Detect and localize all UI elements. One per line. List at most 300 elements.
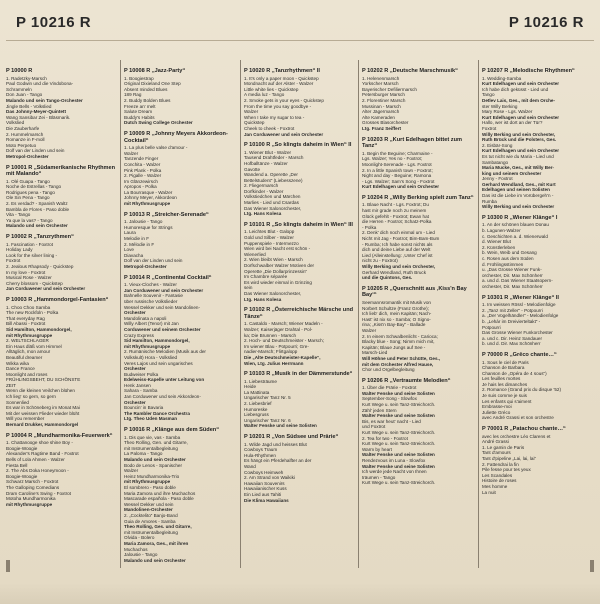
track-line: b. Wein, Weib und Gesang	[482, 250, 537, 256]
track-line: Bahnelle Souvenir - Fantasie	[124, 293, 183, 299]
track-line: Will Höhne und Peter Schütte, Ges.,	[362, 355, 441, 361]
track-line: Moonlight and roses	[6, 371, 48, 377]
track-line: 2. In einem Schwalbenlicht - Carioca;	[362, 333, 438, 339]
track-line: La Bourrasque - Walzer	[124, 189, 173, 195]
track-line: Orchester	[124, 310, 146, 316]
track-line: Rendezvous im Luna - Slowfox	[362, 458, 426, 463]
track-line: Kurt Edelhagen und sein Orchester	[482, 114, 560, 120]
track-line: dich und deine Liebe auf der Welt	[362, 247, 431, 253]
track-line: 2. Liebesbrief	[244, 401, 272, 407]
track-line: rina; „Kiss'n Bay-Bay“ - Ballade	[362, 322, 426, 328]
track-line: Kurt Wege u. sein Tanz-Streichorch.	[362, 480, 436, 486]
track-line: Mary Rose - Lgs. Walzer	[482, 109, 533, 115]
record-title: P 10205 R „Querschnitt aus ‚Kiss'n Bay Bay‘“	[362, 285, 467, 299]
track-line: Veres Lajos und sein ungarisches	[124, 360, 193, 366]
track-line: A media luz - Tango	[244, 92, 285, 98]
track-line: The Galloping Comedians	[6, 484, 60, 490]
record-title: P 10020 R „Tanzrhythmen“ II	[244, 68, 320, 74]
record-title: P 10014 R „Continental Cocktail“	[124, 274, 212, 281]
track-line: 1. Über die Prärie - Foxtrot	[362, 385, 417, 391]
track-line: El sombrero - Paso doble	[124, 484, 176, 490]
track-line: Walzer	[124, 468, 139, 474]
track-line: Ltg. Hans Kolesa	[244, 296, 282, 302]
track-line: mit Rhythmusgruppe	[6, 332, 53, 338]
record-title: P 10101 R „So klingts daheim in Wien“ III	[244, 221, 353, 228]
track-line: Wang Sansibar Zei - Bläsmarik.	[6, 114, 71, 120]
track-line: Blacky blue - Song; Nimm mich mit,	[362, 339, 435, 345]
track-line: 2. Mélodie in F	[124, 241, 155, 247]
track-line: Je suis comme je suis	[482, 393, 527, 399]
track-line: Gavotte	[244, 166, 261, 172]
track-line: Das Wiener Salonorchester,	[244, 290, 302, 296]
track-line: Walzer	[124, 150, 139, 156]
track-line: Malando und sein Tango-Orchester	[6, 97, 83, 103]
record-title: P 70001 R „Patachou chante…“	[482, 426, 566, 433]
track-line: nadier-Marsch; Flirtgalopp	[244, 349, 298, 355]
track-line: Les Scandales	[482, 472, 513, 478]
header-rule	[6, 40, 594, 41]
track-line: 2. Hoch- und Deutschmeister - Marsch;	[244, 338, 324, 344]
track-line: 1. Le gamin de Paris	[482, 444, 525, 450]
track-line: Mascarade española - Paso doble	[124, 496, 194, 502]
track-line: Malando und sein Orchester	[6, 223, 68, 229]
track-line: 1. Chattanooge shoe shine Boy -	[6, 440, 73, 446]
track-line: Love	[124, 247, 134, 253]
track-line: Kapitän; Blaue Jungs auf See -	[362, 344, 426, 350]
track-line: Cowboys Traum	[244, 447, 278, 453]
track-line: Noche de Estrellas - Tango	[6, 184, 62, 190]
track-line: c. Geschichten a. d. Wienerwald	[482, 233, 548, 239]
track-line: Im Glänzewirsch	[124, 178, 158, 184]
track-line: 1. Begin the Beguine; Charmaine -	[362, 150, 433, 156]
track-line: avec André Grassi et son orchestre	[482, 415, 554, 421]
track-line: Melodie in F	[124, 236, 150, 242]
track-line: Corduwener und seinem Orchester	[124, 326, 201, 332]
track-line: und die Quintons, Ges.	[362, 275, 413, 281]
track-line: Malando und sein Orchester	[124, 457, 186, 462]
track-line: Ltg. Theo Uden Masman	[124, 416, 178, 422]
track-line: André Grassi	[482, 439, 509, 445]
record-entry	[244, 68, 358, 137]
track-line: Alter Jägermarsch	[362, 109, 400, 115]
record-title: P 10206 R „Vertraumte Melodien“	[362, 377, 451, 384]
track-line: Sambatango	[482, 159, 509, 165]
track-line: Das ist die Liebe im Vorübergeh'n -	[482, 193, 554, 199]
track-line: 2. „Tanz mit Zeller“ - Potpourri	[482, 307, 543, 313]
track-line: Theo Rolling, Gen. und Gitarre,	[124, 440, 188, 446]
track-line: Little white lies - Quickstep	[244, 86, 299, 92]
track-line: Potpourri	[482, 324, 501, 330]
track-line: Es wird wieder einmal in Grinzing	[244, 279, 312, 285]
record-entry	[482, 68, 596, 210]
track-line: Hawaiian Souvenirs	[244, 480, 285, 486]
track-line: 1. Dis que vie, vas - Samba	[124, 434, 181, 440]
track-line: Ruth Brück und die Polsters, Ges.	[482, 137, 557, 143]
track-line: Es hängt ein Pferdehalfter an der	[244, 458, 312, 464]
track-line: über russische Volkslieder	[124, 298, 178, 304]
track-line: That everyday Rag	[6, 315, 45, 321]
track-line: a. und d. Das Wiener Staatsopern-	[482, 278, 553, 284]
track-line: Dorfschwalber Walzer Motiven der	[244, 263, 315, 268]
track-line: The new Rockfoln - Polka	[6, 310, 59, 316]
track-line: Ungarischer Tanz Nr. 5	[244, 395, 291, 401]
track-line: Vita - Tango	[6, 212, 31, 218]
track-line: Ein Lied aus Tahiti	[244, 491, 282, 497]
track-line: b. „Lehár im Dreivierteltakt“ -	[482, 318, 541, 324]
track-line: Edelweiss-Kapelle unter Leitung von	[124, 377, 205, 383]
track-line: mit Instrumentalbegleitung	[124, 445, 178, 451]
track-line: 2. Tea for two - Foxtrot	[362, 435, 408, 441]
record-title: P 10103 R „Musik in der Dämmerstunde“	[244, 371, 353, 378]
track-line: die Herren - Foxtrot; Schatz-Polka	[362, 219, 432, 225]
track-line: Wand	[244, 464, 256, 469]
track-line: 1. Leichtes Blut - Galopp	[244, 229, 295, 235]
track-line: Wienerlied	[244, 251, 266, 257]
track-line: 1. Boogiestrap	[124, 75, 154, 81]
track-line: Kurt Edelhagen und sein Orchester	[362, 184, 440, 190]
track-line: Kurt Wege u. sein Tanz-Streichorch.	[362, 430, 436, 436]
track-line: 1. Wiener Blut - Walzer	[244, 149, 292, 155]
track-line: Mes homme	[482, 483, 508, 489]
track-line: Hawaiianischer Kuss	[244, 486, 287, 492]
track-line: Edelhagen und seinen Solisten	[482, 187, 550, 193]
track-line: träumen - Tango	[362, 474, 396, 480]
track-line: 1. Wilde Jagd und heisses Blut	[244, 441, 307, 447]
track-line: Cheek to cheek - Foxtrot	[244, 125, 295, 131]
track-line: Humoresque for Strings	[124, 224, 173, 230]
track-line: 1. An der schönen blauen Donau	[482, 222, 549, 228]
track-line: Detlev Lais, Ges., mit dem Orche-	[482, 97, 556, 103]
track-line: Willy Berking und sein Orchester	[482, 204, 555, 210]
track-line: 2. Pigalle - Walzer	[124, 173, 162, 179]
track-line: king und seinem Orchester	[482, 170, 542, 176]
record-title: P 70000 R „Grêco chante…“	[482, 351, 557, 358]
track-line: 2. In a little Spanish town - Foxtrot;	[362, 167, 433, 173]
track-line: Ich werde jede Nacht von Ihnen	[362, 469, 427, 475]
track-line: Don Juan - Tango	[6, 92, 43, 98]
track-line: Jingle Bells - Volkslied	[6, 103, 52, 109]
track-line: Operette „Die Dollarprinzessin“	[244, 268, 308, 274]
track-line: mit Rhythmusgruppe	[124, 479, 171, 485]
record-entry	[362, 378, 476, 486]
track-line: 1. Castaldo - Marsch; Wiener Madeln -	[244, 321, 323, 327]
track-line: Juliette Gréco	[482, 409, 511, 415]
track-line: 2. Rumänische Melodien (Musik aus der	[124, 349, 206, 355]
track-line: September-Song - Slowfox	[362, 396, 417, 402]
record-title: P 10000 R	[6, 68, 33, 74]
track-line: Holiday Lady	[6, 247, 33, 253]
track-line: 2. Am Strand von Waikiki	[244, 475, 295, 481]
track-line: Fiesta Bell	[6, 462, 28, 468]
track-line: Look for the silver lining -	[6, 252, 58, 258]
track-line: Nicht mit Jag - Foxtrot; Bim-Bam-Bum	[362, 236, 440, 242]
track-line: - Rumba; Ich habe sonst nichts als	[362, 241, 433, 247]
track-line: - Lgs. Walzer; Sam's Song - Foxtrot	[362, 178, 435, 184]
track-line: Seemannsromantik mit Musik von	[362, 299, 431, 305]
track-line: Heide	[244, 384, 257, 390]
track-line: Salute Dream	[124, 109, 153, 115]
track-column	[124, 68, 238, 568]
record-entry	[482, 426, 596, 495]
track-line: Jan Corduwener und sein Orchester	[244, 131, 324, 137]
track-line: From the time you say goodbye -	[244, 103, 312, 109]
track-line: d. Frühlingsstimmen	[482, 261, 524, 267]
track-line: Night and day - Beguine; Ramona	[362, 173, 432, 179]
track-line: Die Zauberharfe	[6, 125, 40, 131]
track-line: 2. Wien bleibt Wien - Marsch	[244, 257, 303, 263]
track-line: 2. Fattendrai la fin	[482, 461, 519, 467]
record-entry	[244, 307, 358, 366]
record-title: P 10203 R „Kurt Edelhagen bittet zum Tanz“	[362, 136, 462, 150]
track-line: La Paloma - Tango	[124, 451, 163, 457]
track-line: Rodrigues pena - Tango	[6, 189, 55, 195]
track-line: Lied (Alleinstellung: ,Unter Chef ist	[362, 252, 433, 258]
track-line: Chor und Orgelbegleitung	[362, 367, 415, 373]
track-line: Mandolinen-Orchester	[124, 507, 173, 513]
track-line: Warm by heart	[362, 446, 392, 452]
track-line: FRÜHLINGSBEHT, DU SCHÖNSTE	[6, 377, 81, 383]
track-line: Malando und sein Orchester	[124, 557, 186, 563]
track-line: Bettelstudent“ (Liebesszene)	[244, 177, 303, 183]
track-line: Kurt Wege u. sein Tanz-Streichorch.	[362, 441, 436, 447]
catalog-number-right: P 10216 R	[508, 14, 584, 31]
record-title: P 10016 R „Klänge aus dem Süden“	[124, 427, 220, 434]
track-line: Theo Rolling, Ges. und Gitarre,	[124, 524, 192, 530]
record-entry	[6, 234, 120, 292]
track-line: Laura	[124, 230, 136, 236]
track-line: 2. Smoke gets in your eyes - Quickstep	[244, 97, 324, 103]
track-line: b. Lagunen-Walzer	[482, 228, 521, 234]
track-line: Moonlight-Serenade - Lgs. Foxtrot	[362, 161, 432, 167]
track-line: Marsch-Lied	[362, 350, 388, 356]
track-line: Olvida - Bolero	[124, 535, 155, 541]
track-line: Orchester	[124, 366, 146, 372]
record-entry	[362, 195, 476, 281]
track-line: nicht zu - Foxtrot)	[362, 258, 398, 264]
track-line: Jenny - Foxtrot	[482, 176, 513, 182]
track-line: Mondnacht auf der Alster - Walzer	[244, 81, 314, 87]
track-line: Ich lieg' so gern, so gern	[6, 394, 56, 400]
track-line: Gerhard Wendland, Ges., mit Kurt	[482, 181, 556, 187]
track-line: d. Wiener Blut	[482, 239, 511, 245]
track-line: Boogie-Woogie	[6, 445, 38, 451]
track-line: 2. Jealous Rhapsody - Quickstep	[6, 264, 74, 269]
track-line: a. und c. Dir. Heinz Sandauer	[482, 335, 543, 341]
track-line: Budweiser Polka	[124, 371, 159, 377]
track-line: Ich habe dich geküsst - Lied und	[482, 86, 549, 92]
track-line: Bambla de Flores - Paso doble	[6, 206, 70, 212]
track-line: Pile fesse pour tes yeux	[482, 467, 531, 473]
track-line: Mit der weissen Flieder wieder blüht	[6, 410, 80, 416]
track-line: Maria Mucke, Ges., mit Willy Ber-	[482, 165, 554, 171]
track-line: Rumba	[482, 198, 497, 204]
track-line: Pink Plank - Polka	[124, 167, 162, 173]
track-line: Johnny Meyer, Akkordeon	[124, 195, 177, 201]
track-line: Jan Corduwener und sein Akkordeon-	[124, 394, 201, 400]
track-line: Walzer; Kaiserjäger Drahtal - Pol-	[244, 326, 313, 332]
track-line: Tausend Drahtfeder - Marsch	[244, 155, 304, 161]
track-line: Diavacha	[124, 252, 144, 258]
track-column	[6, 68, 120, 512]
track-line: La nuit	[482, 489, 496, 495]
track-column	[482, 68, 596, 500]
track-line: und Foxtrot	[362, 424, 386, 430]
track-line: - Polka	[362, 224, 377, 230]
track-line: Hallo, wer ist dort an der Tür?	[482, 120, 543, 126]
track-line: Wandend a. Operette „Der	[244, 172, 298, 178]
record-entry	[244, 222, 358, 302]
track-line: Marlies - Lied und Csardas	[244, 200, 299, 206]
track-line: Guia de Amores - Samba	[124, 518, 176, 524]
track-line: Glück gefehlt - Foxtrot; Ewan hat	[362, 213, 429, 219]
track-line: Das Grosse Wiener Funkorchester	[482, 330, 553, 336]
track-line: Das Johnny-Meyer-Quintett	[6, 109, 66, 115]
track-line: Musical Rose - Walzer	[6, 275, 52, 281]
track-line: Petersburger Marsch	[362, 92, 405, 98]
track-line: Walzer	[244, 109, 259, 115]
track-line: The Rambler Dance Orchestra	[124, 410, 190, 416]
track-line: Tant d'amours	[482, 450, 511, 456]
track-line: ster Willy Berking	[482, 103, 518, 109]
track-line: Kurt Wege u. sein Tanz-Streichorch.	[362, 402, 436, 408]
track-line: 2. Denk' dich noch einmal um - Lied	[362, 230, 435, 236]
track-line: Im Chambre séparée	[244, 274, 288, 280]
track-line: Bells of Lola Ahmen - Walzer	[6, 457, 65, 462]
track-line: Es tut nicht wie du Maria - Lied und	[482, 153, 554, 159]
record-title: P 10100 R „So klingts daheim in Wien“ II	[244, 142, 352, 149]
track-line: Walzer	[362, 327, 377, 333]
track-line: Apropos - Polka	[124, 184, 157, 190]
track-line: Kurt Edelhagen und sein Orchester	[482, 148, 560, 154]
track-line: Foxtrot	[482, 125, 497, 131]
track-line: 1. Im weissen Rössl - Melodienfolge	[482, 302, 556, 308]
record-title: P 10207 R „Melodische Rhythmen“	[482, 68, 575, 74]
track-line: Tango	[482, 92, 495, 98]
track-line: avec les orchestre Léo Clarens et	[482, 433, 551, 439]
track-line: Motoha Mundharmonika	[6, 496, 56, 502]
track-line: 1. La plus belle valse d'amour -	[124, 145, 188, 151]
track-line: Sid Hamilton, Hammondorgel,	[6, 326, 72, 332]
track-line: Bernard Drukker, Hammondorgel	[6, 422, 79, 428]
track-line: 1. Wedding-Samba	[482, 75, 522, 81]
track-line: ka; Die Brunnen - Marsch	[244, 332, 297, 338]
track-line: Quickstep	[244, 120, 265, 126]
track-line: 1. Fascination - Foxtrot	[6, 241, 53, 247]
record-entry	[482, 352, 596, 421]
track-column	[362, 68, 476, 491]
track-line: Alltäglich, mon amour	[6, 349, 51, 355]
track-line: Die „Alte Deutschmeister-Kapelle“,	[244, 354, 321, 360]
track-line: Im wiener Blau - Potpourri; Gre-	[244, 343, 309, 349]
track-line: Wenn die kleinen Veilchen blühen	[6, 388, 75, 394]
track-line: Dance France	[6, 366, 35, 372]
track-line: 189 Rag	[124, 92, 142, 98]
track-line: Henk Jansen	[124, 382, 151, 388]
track-line: Romanze in F-moll	[6, 137, 45, 143]
track-line: When I take my sugar to tea -	[244, 114, 305, 120]
record-title: P 10301 R „Wiener Klänge“ II	[482, 294, 559, 301]
track-line: Willy Albert (Tenor) mit Jan	[124, 321, 179, 327]
track-line: Schrammeln	[6, 86, 32, 92]
track-line: Volkslied	[6, 120, 25, 126]
track-line: Boogie-Woogie	[6, 473, 38, 479]
record-entry	[362, 137, 476, 190]
track-line: Will you remember	[6, 416, 45, 422]
record-entry	[124, 275, 238, 422]
track-line: orchester, Dir. Max Schönherr	[482, 272, 543, 278]
track-line: Volkskult) Hora - Volkslied	[124, 354, 178, 360]
track-line: Mussinan - Marsch	[362, 103, 401, 109]
track-line: Zähl' jeden Stern	[362, 407, 397, 413]
track-line: Hofballtänze - Walzer	[244, 160, 288, 166]
track-line: 1. Vieux-Cloches - Walzer	[124, 282, 177, 288]
record-entry	[244, 434, 358, 503]
track-line: c. Rosen aus dem Süden	[482, 256, 534, 261]
track-line: Die Klima Hawaiians	[244, 497, 289, 503]
track-line: La Mattinata	[244, 389, 270, 395]
track-line: Gold und Silber - Walzer	[244, 235, 294, 241]
track-line: Walter Fenske und seine Solisten	[244, 423, 317, 429]
record-entry	[244, 371, 358, 429]
track-line: Ltg. Hans Kolesa	[244, 211, 282, 217]
track-line: Bouncin' in Bavaria	[124, 405, 164, 411]
track-line: u. „Das Grosse Wiener Funk-	[482, 267, 542, 273]
track-line: Mandolinata a napoli	[124, 315, 167, 321]
track-line: 2. Romance (Grand prix du disque '52)	[482, 387, 562, 393]
track-line: Wikka wika	[6, 360, 29, 366]
track-column	[244, 68, 358, 508]
track-line: Orchester	[124, 399, 146, 405]
track-line: Bill Abassi - Foxtrot	[6, 321, 46, 327]
track-line: Ole Sin Pena - Tango	[6, 195, 50, 201]
track-line: 2. The Abs Doka Honeymoon -	[6, 468, 69, 474]
track-line: Ltg. Franz Seiffert	[362, 125, 402, 131]
record-title: P 10002 R „Tanzrythmen“	[6, 234, 74, 241]
track-line: Schwarz Marsch - Foxtrot	[6, 479, 59, 485]
track-line: 2. Es verdad? - Spanish Waltz	[6, 201, 68, 207]
track-line: 2. „Cocktelito“ Banjo-Band	[124, 512, 178, 518]
track-line: Sonnenlied	[6, 399, 29, 405]
track-line: Bodo de Lenos - Spanischer	[124, 462, 182, 468]
track-line: Je hais les dimanches	[482, 381, 528, 387]
track-line: Gerhard Wendland, Ruth Bruck	[362, 269, 427, 275]
track-line: Hast' ist nix so - Samba; O Signo-	[362, 316, 431, 322]
track-line: Muchachos	[124, 546, 148, 552]
bottom-shadow	[0, 582, 600, 604]
record-title: P 10001 R „Südamerikanische Rhythmen mit Malando“	[6, 164, 116, 178]
column-divider	[478, 60, 479, 568]
track-line: Maria Zamora, Ges., mit ihren	[124, 540, 189, 546]
track-line: Crazy Express	[124, 332, 154, 338]
track-line: Bayerischer Defiliermarsch	[362, 86, 417, 92]
track-line: Original Dixieland One Step	[124, 81, 181, 87]
track-line: Ungarischer Tanz Nr. 6	[244, 417, 291, 423]
track-line: Chanson de „Opéra de 4 sous“)	[482, 370, 547, 376]
track-line: Metropol-Orchester	[6, 153, 49, 159]
column-divider	[120, 60, 121, 568]
track-line: Embrasse-moi	[482, 404, 512, 410]
record-title: P 10008 R „Jazz-Party“	[124, 68, 186, 74]
track-line: Paul Godwin und die Vindobona-	[6, 81, 74, 87]
record-entry	[6, 165, 120, 230]
record-entry	[6, 297, 120, 428]
track-line: Absent minded Blues	[124, 86, 168, 92]
track-line: Wessel Dekker und sein	[124, 501, 174, 507]
track-line: Ein Haus dläß vom Himmel	[6, 343, 62, 349]
track-line: Alexander's Ragtime Band - Foxtrot	[6, 451, 79, 457]
record-entry	[124, 212, 238, 270]
track-line: Walter Fenske und seine Solisten	[362, 452, 435, 458]
